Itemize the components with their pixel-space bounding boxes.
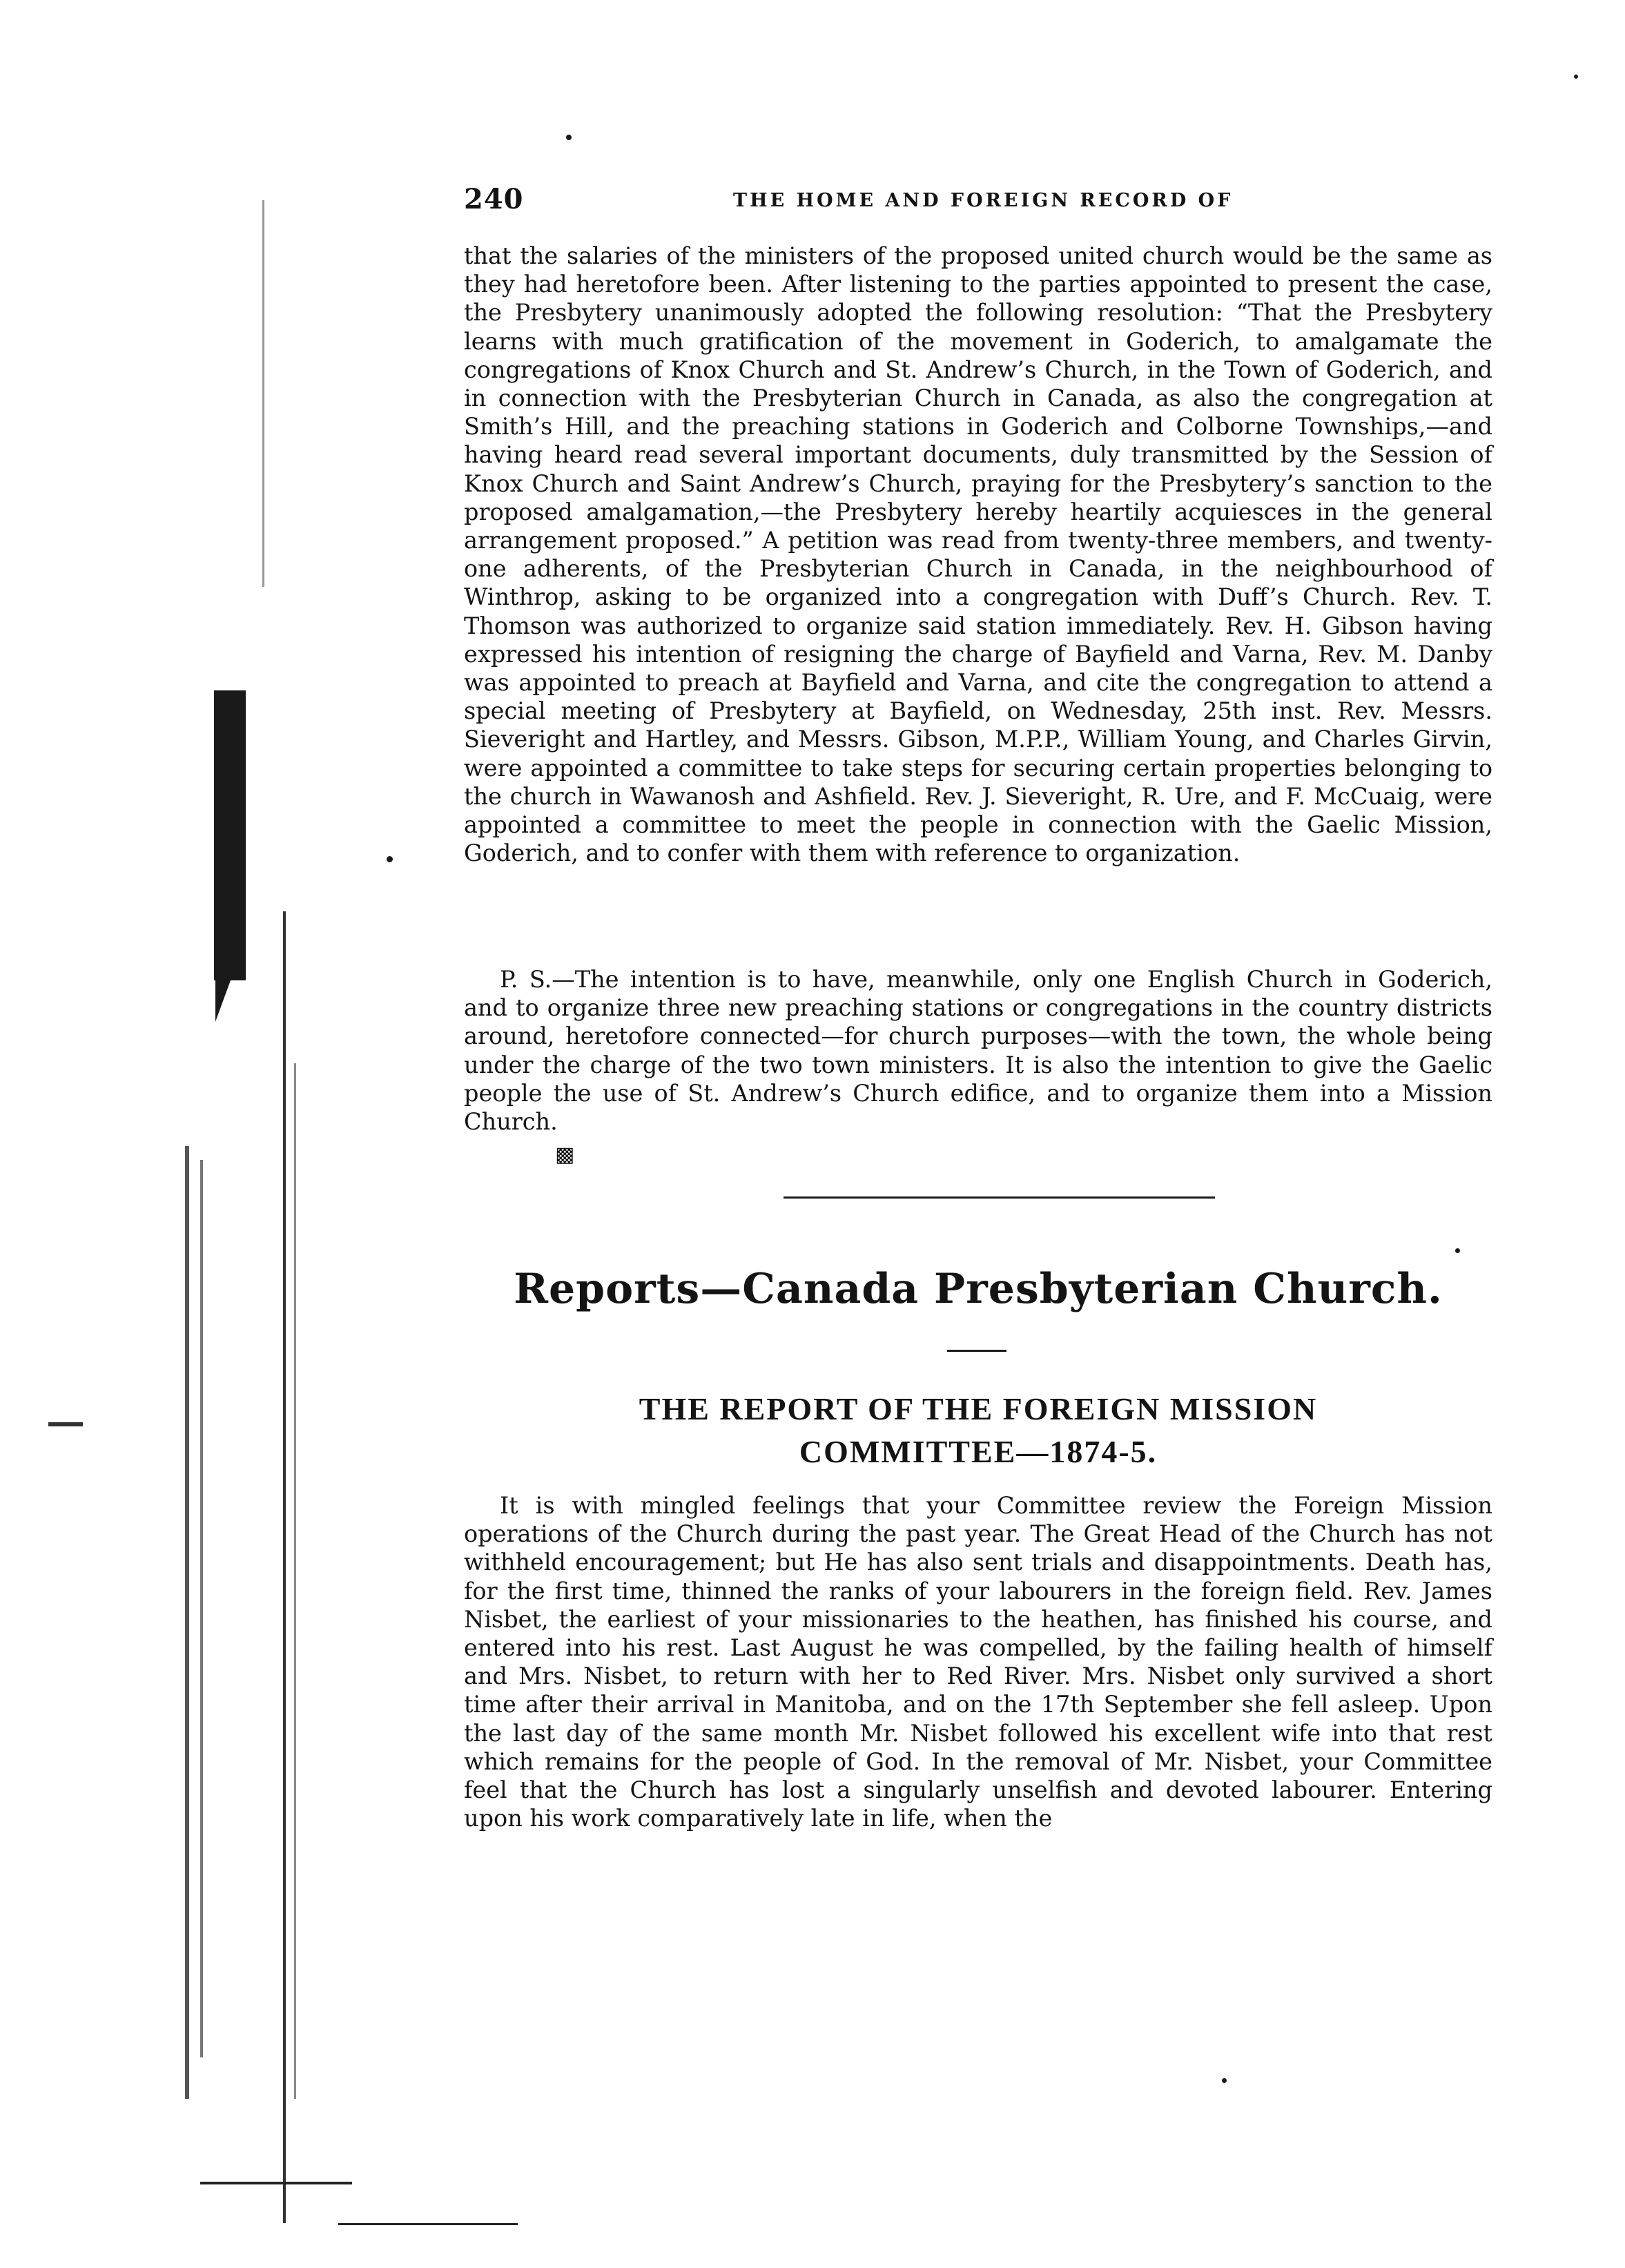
ink-blot: ▩ [555, 1143, 575, 1167]
report-title-line1: THE REPORT OF THE FOREIGN MISSION [639, 1391, 1318, 1426]
scan-speck [1222, 2078, 1227, 2083]
heading-rule [947, 1350, 1006, 1352]
scan-binding-edge [159, 97, 318, 2237]
scan-speck [566, 135, 572, 140]
scan-speck [387, 856, 393, 862]
section-divider [784, 1196, 1215, 1199]
report-title-line2: COMMITTEE—1874-5. [799, 1434, 1158, 1469]
report-title [464, 1388, 1492, 1473]
postscript-paragraph: P. S.—The intention is to have, meanwhile, only one English Church in Goderich, and to organize three new preaching stations or congregations in the country districts around, heretofore connected—for church purposes—with the town, the whole being under the charge of the two town ministers. It is also the intention to give the Gaelic people the use of St. Andrew’s Church edifice, and to organize them into a Mission Church. [464, 966, 1492, 1136]
scan-speck [1455, 1248, 1460, 1253]
report-paragraph: It is with mingled feelings that your Committee review the Foreign Mission operations of the Church during the past year. The Great Head of the Church has not withheld encouragement; but He has also sent trials and disappointments. Death has, for the first time, thinned the ranks of your labourers in the foreign field. Rev. James Nisbet, the earliest of your missionaries to the heathen, has finished his course, and entered into his rest. Last August he was compelled, by the failing health of himself and Mrs. Nisbet, to return with her to Red River. Mrs. Nisbet only survived a short time after their arrival in Manitoba, and on the 17th September she fell asleep. Upon the last day of the same month Mr. Nisbet followed his excellent wife into that rest which remains for the people of God. In the removal of Mr. Nisbet, your Committee feel that the Church has lost a singularly unselfish and devoted labourer. Entering upon his work comparatively late in life, when the [464, 1492, 1492, 1832]
running-title: THE HOME AND FOREIGN RECORD OF [733, 190, 1234, 211]
page-number: 240 [464, 183, 524, 215]
running-head [464, 183, 1499, 224]
continued-paragraph: that the salaries of the ministers of the proposed united church would be the same as they had heretofore been. After listening to the parties appointed to present the case, the Presbytery unanimously adopted the following resolution: “That the Presbytery learns with much gratification of the movement in Goderich, to amalgamate the congregations of Knox Church and St. Andrew’s Church, in the Town of Goderich, and in connection with the Presbyterian Church in Canada, as also the congregation at Smith’s Hill, and the preaching stations in Goderich and Colborne Townships,—and having heard read several important documents, duly transmitted by the Session of Knox Church and Saint Andrew’s Church, praying for the Presbytery’s sanction to the proposed amalgamation,—the Presbytery hereby heartily acquiesces in the general arrangement proposed.” A petition was read from twenty-three members, and twenty-one adherents, of the Presbyterian Church in Canada, in the neighbourhood of Winthrop, asking to be organized into a congregation with Duff’s Church. Rev. T. Thomson was authorized to organize said station immediately. Rev. H. Gibson having expressed his intention of resigning the charge of Bayfield and Varna, Rev. M. Danby was appointed to preach at Bayfield and Varna, and cite the congregation to attend a special meeting of Presbytery at Bayfield, on Wednesday, 25th inst. Rev. Messrs. Sieveright and Hartley, and Messrs. Gibson, M.P.P., William Young, and Charles Girvin, were appointed a committee to take steps for securing certain properties belonging to the church in Wawanosh and Ashfield. Rev. J. Sieveright, R. Ure, and F. McCuaig, were appointed a committee to meet the people in connection with the Gaelic Mission, Goderich, and to confer with them with reference to organization. [464, 242, 1492, 867]
section-heading: Reports—Canada Presbyterian Church. [514, 1265, 1443, 1313]
scan-speck [1574, 75, 1578, 79]
